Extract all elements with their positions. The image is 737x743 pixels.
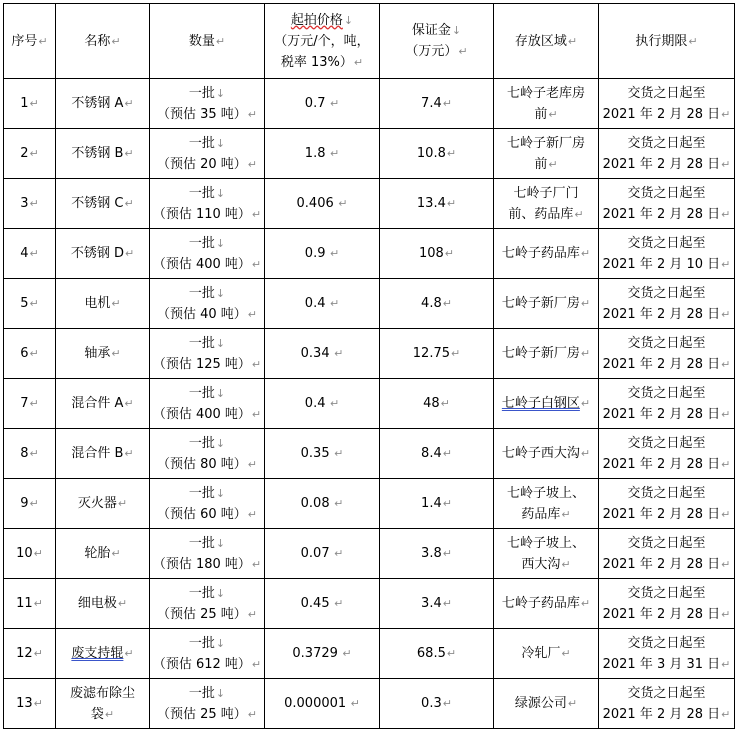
cell-qty: 一批↓ （预估 25 吨）↵ [150, 579, 265, 629]
cell-price: 0.406 ↵ [265, 179, 380, 229]
table-row [4, 279, 735, 329]
cell-qty: 一批↓ （预估 80 吨）↵ [150, 429, 265, 479]
table-row [4, 79, 735, 129]
cell-qty: 一批↓ （预估 35 吨）↵ [150, 79, 265, 129]
table-row [4, 479, 735, 529]
cell-location: 七岭子新厂房↵ [494, 329, 599, 379]
cell-location: 七岭子坡上、 西大沟↵ [494, 529, 599, 579]
cell-qty: 一批↓ （预估 180 吨）↵ [150, 529, 265, 579]
cell-price: 0.45 ↵ [265, 579, 380, 629]
table-row [4, 629, 735, 679]
header-row [4, 4, 735, 79]
cell-qty: 一批↓ （预估 60 吨）↵ [150, 479, 265, 529]
cell-name: 电机↵ [56, 279, 150, 329]
table-row [4, 179, 735, 229]
cell-seq: 5↵ [4, 279, 56, 329]
cell-period: 交货之日起至 2021 年 2 月 28 日↵ [599, 379, 735, 429]
header-seq: 序号↵ [4, 4, 56, 79]
cell-deposit: 1.4↵ [380, 479, 494, 529]
cell-qty: 一批↓ （预估 25 吨）↵ [150, 679, 265, 729]
cell-price: 0.34 ↵ [265, 329, 380, 379]
cell-name: 细电极↵ [56, 579, 150, 629]
cell-price: 0.4 ↵ [265, 379, 380, 429]
cell-deposit: 68.5↵ [380, 629, 494, 679]
cell-price: 0.35 ↵ [265, 429, 380, 479]
cell-seq: 1↵ [4, 79, 56, 129]
cell-deposit: 8.4↵ [380, 429, 494, 479]
header-price: 起拍价格↓ （万元/个，吨， 税率 13%）↵ [265, 4, 380, 79]
cell-period: 交货之日起至 2021 年 2 月 28 日↵ [599, 129, 735, 179]
cell-seq: 4↵ [4, 229, 56, 279]
table-row [4, 229, 735, 279]
cell-location: 七岭子药品库↵ [494, 579, 599, 629]
cell-period: 交货之日起至 2021 年 2 月 28 日↵ [599, 329, 735, 379]
table-row [4, 129, 735, 179]
cell-deposit: 4.8↵ [380, 279, 494, 329]
table-row [4, 329, 735, 379]
cell-qty: 一批↓ （预估 40 吨）↵ [150, 279, 265, 329]
cell-price: 0.9 ↵ [265, 229, 380, 279]
cell-qty: 一批↓ （预估 400 吨）↵ [150, 379, 265, 429]
cell-seq: 11↵ [4, 579, 56, 629]
cell-name: 混合件 A↵ [56, 379, 150, 429]
cell-seq: 2↵ [4, 129, 56, 179]
table-row [4, 579, 735, 629]
cell-name: 不锈钢 B↵ [56, 129, 150, 179]
cell-price: 0.07 ↵ [265, 529, 380, 579]
header-period: 执行期限↵ [599, 4, 735, 79]
cell-seq: 6↵ [4, 329, 56, 379]
cell-seq: 8↵ [4, 429, 56, 479]
cell-name: 灭火器↵ [56, 479, 150, 529]
cell-period: 交货之日起至 2021 年 2 月 28 日↵ [599, 179, 735, 229]
cell-location: 七岭子坡上、 药品库↵ [494, 479, 599, 529]
table-row [4, 679, 735, 729]
cell-name: 轴承↵ [56, 329, 150, 379]
cell-name: 混合件 B↵ [56, 429, 150, 479]
cell-name: 不锈钢 C↵ [56, 179, 150, 229]
header-name: 名称↵ [56, 4, 150, 79]
cell-name: 不锈钢 A↵ [56, 79, 150, 129]
cell-deposit: 48↵ [380, 379, 494, 429]
cell-location: 七岭子药品库↵ [494, 229, 599, 279]
cell-location: 七岭子新厂房 前↵ [494, 129, 599, 179]
cell-price: 0.3729 ↵ [265, 629, 380, 679]
cell-period: 交货之日起至 2021 年 2 月 28 日↵ [599, 529, 735, 579]
cell-seq: 10↵ [4, 529, 56, 579]
header-qty: 数量↵ [150, 4, 265, 79]
cell-qty: 一批↓ （预估 110 吨）↵ [150, 179, 265, 229]
cell-period: 交货之日起至 2021 年 2 月 10 日↵ [599, 229, 735, 279]
cell-name: 废滤布除尘 袋↵ [56, 679, 150, 729]
cell-period: 交货之日起至 2021 年 2 月 28 日↵ [599, 679, 735, 729]
cell-deposit: 12.75↵ [380, 329, 494, 379]
cell-seq: 3↵ [4, 179, 56, 229]
cell-price: 0.08 ↵ [265, 479, 380, 529]
cell-price: 0.7 ↵ [265, 79, 380, 129]
cell-price: 1.8 ↵ [265, 129, 380, 179]
cell-seq: 12↵ [4, 629, 56, 679]
cell-period: 交货之日起至 2021 年 2 月 28 日↵ [599, 279, 735, 329]
cell-period: 交货之日起至 2021 年 2 月 28 日↵ [599, 479, 735, 529]
cell-deposit: 3.4↵ [380, 579, 494, 629]
header-location: 存放区域↵ [494, 4, 599, 79]
cell-period: 交货之日起至 2021 年 2 月 28 日↵ [599, 429, 735, 479]
cell-period: 交货之日起至 2021 年 3 月 31 日↵ [599, 629, 735, 679]
cell-seq: 9↵ [4, 479, 56, 529]
cell-qty: 一批↓ （预估 20 吨）↵ [150, 129, 265, 179]
cell-deposit: 0.3↵ [380, 679, 494, 729]
cell-seq: 7↵ [4, 379, 56, 429]
cell-price: 0.4 ↵ [265, 279, 380, 329]
cell-price: 0.000001 ↵ [265, 679, 380, 729]
cell-deposit: 10.8↵ [380, 129, 494, 179]
cell-location: 七岭子新厂房↵ [494, 279, 599, 329]
cell-location: 七岭子白钢区↵ [494, 379, 599, 429]
cell-deposit: 3.8↵ [380, 529, 494, 579]
cell-name: 轮胎↵ [56, 529, 150, 579]
cell-seq: 13↵ [4, 679, 56, 729]
cell-period: 交货之日起至 2021 年 2 月 28 日↵ [599, 579, 735, 629]
cell-name: 废支持辊↵ [56, 629, 150, 679]
cell-name: 不锈钢 D↵ [56, 229, 150, 279]
cell-location: 七岭子西大沟↵ [494, 429, 599, 479]
header-deposit: 保证金↓ （万元）↵ [380, 4, 494, 79]
cell-period: 交货之日起至 2021 年 2 月 28 日↵ [599, 79, 735, 129]
cell-location: 冷轧厂↵ [494, 629, 599, 679]
table-row [4, 429, 735, 479]
cell-deposit: 108↵ [380, 229, 494, 279]
cell-qty: 一批↓ （预估 125 吨）↵ [150, 329, 265, 379]
table-row [4, 529, 735, 579]
cell-location: 七岭子厂门 前、药品库↵ [494, 179, 599, 229]
cell-deposit: 13.4↵ [380, 179, 494, 229]
cell-qty: 一批↓ （预估 612 吨）↵ [150, 629, 265, 679]
table-row [4, 379, 735, 429]
cell-location: 七岭子老库房 前↵ [494, 79, 599, 129]
cell-location: 绿源公司↵ [494, 679, 599, 729]
auction-table [3, 3, 735, 729]
cell-deposit: 7.4↵ [380, 79, 494, 129]
cell-qty: 一批↓ （预估 400 吨）↵ [150, 229, 265, 279]
